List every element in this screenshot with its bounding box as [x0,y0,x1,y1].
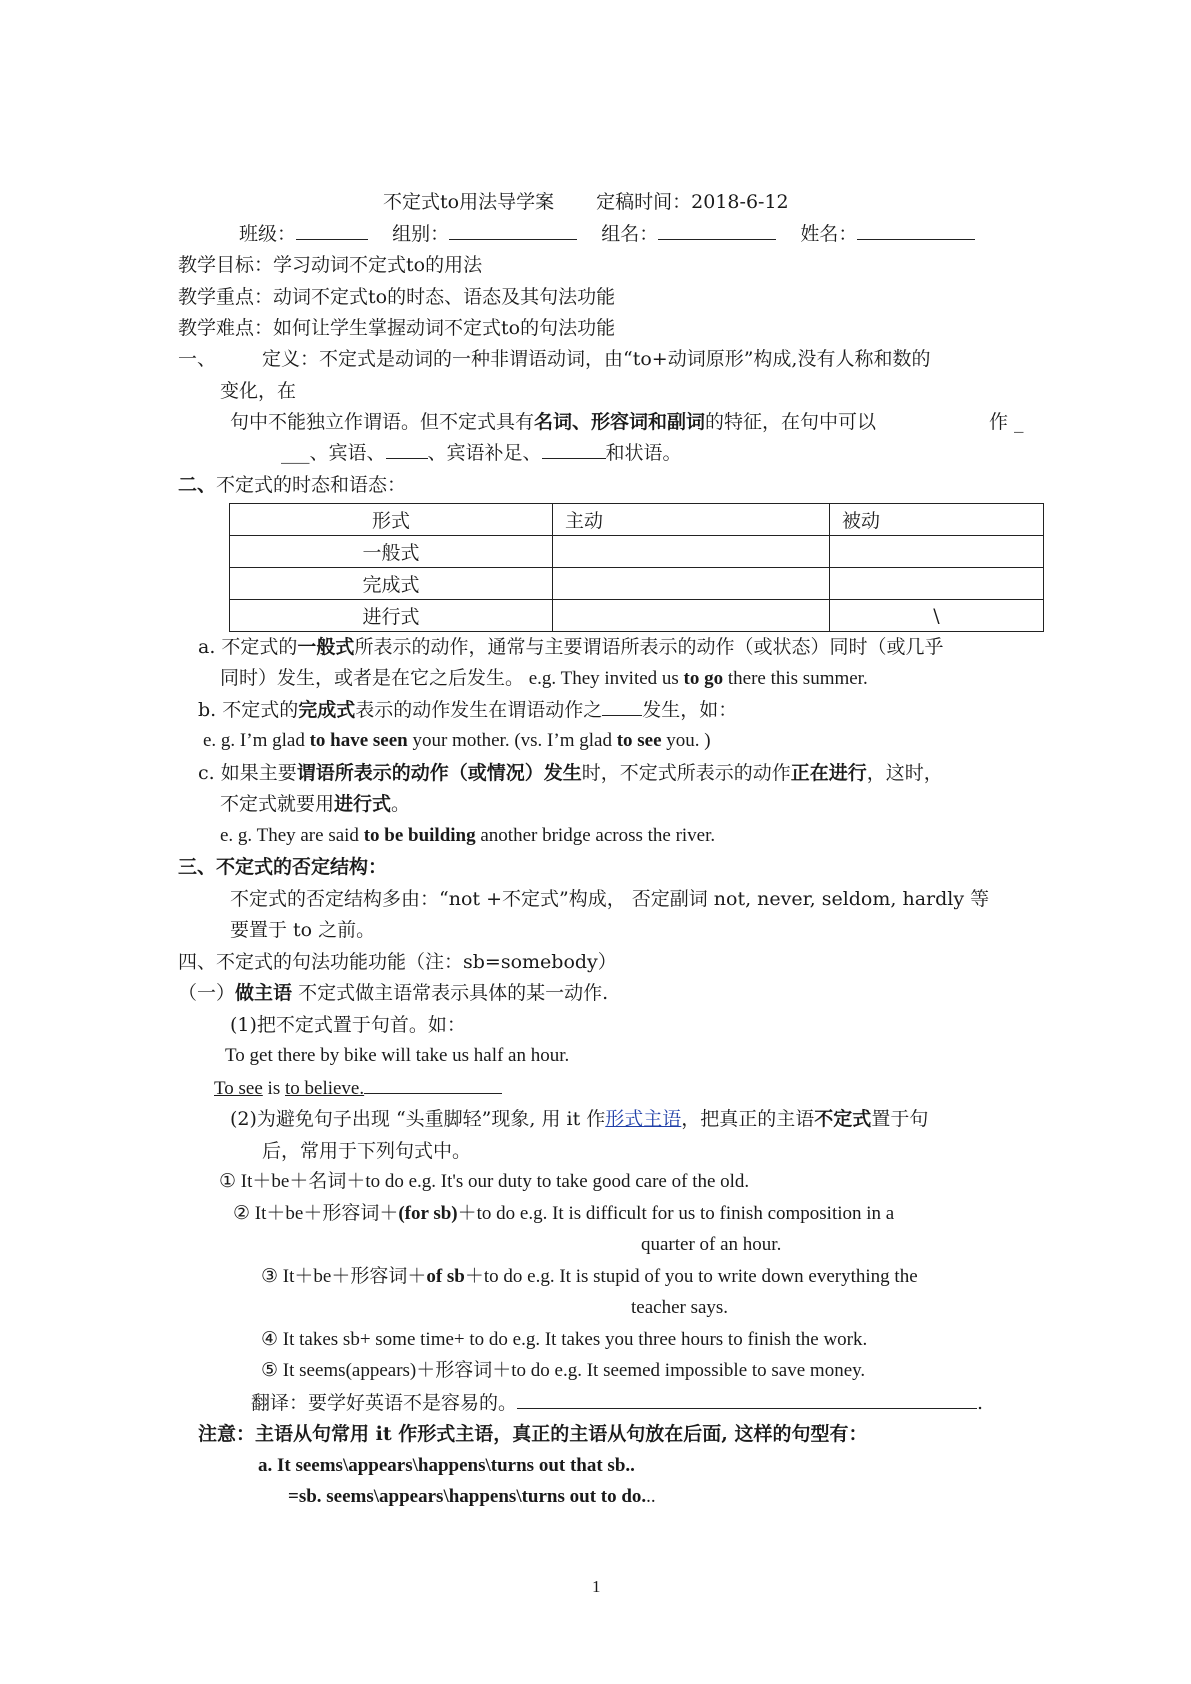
sec1-line4-text: ___、宾语、 [281,442,386,464]
text: ③ It＋be＋形容词＋ [261,1266,427,1287]
text: 置于句 [871,1108,929,1130]
sec1-line3 [230,409,876,435]
page-number: 1 [592,1577,601,1596]
bold-text: to be building [363,825,476,846]
doc-date: 定稿时间：2018-6-12 [596,191,789,213]
pattern-2-cont: quarter of an hour. [641,1234,782,1255]
bold-text: to see [616,730,662,751]
sec2-heading [178,472,406,498]
sec1-line4 [281,440,682,466]
bold-text: (for sb) [398,1203,458,1224]
sec1-line1: 定义：不定式是动词的一种非谓语动词，由“to+动词原形”构成,没有人称和数的 [262,348,931,370]
text: 发生，如： [642,699,738,721]
text: 不定式做主语常表示具体的某一动作. [292,982,609,1004]
sec1-blank-3[interactable] [542,440,606,459]
sec1-blank-2[interactable] [386,440,428,459]
name-label: 姓名： [800,223,858,245]
sec4-ex2 [214,1075,502,1102]
bold-text: 谓语所表示的动作（或情况）发生 [296,762,582,784]
sec1-line4-text2: 、宾语补足、 [427,442,542,464]
translation-line [251,1390,983,1416]
sec3-line1: 不定式的否定结构多由：“not +不定式”构成， 否定副词 not, never, seldom, hardly 等 [230,888,990,910]
text: ＋to do e.g. It is difficult for us to finish composition in a [457,1203,895,1224]
sec1-line2: 变化，在 [220,380,297,402]
text: e. g. They are said [220,825,364,846]
sec2-number: 二、 [178,474,217,496]
sec4-p2 [230,1106,928,1132]
sec3-title [178,854,387,880]
bold-text: 做主语 [235,982,293,1004]
table-cell: 一般式 [230,536,553,568]
sec1-line3-end: 作 _ [989,411,1024,433]
sec4-title: 四、不定式的句法功能功能（注：sb=somebody） [178,951,617,973]
table-header-row [230,504,1044,536]
text: there this summer. [723,668,868,689]
table-header-cell: 主动 [553,504,830,536]
underlined-text: to believe. [284,1078,365,1099]
sec3-title-text: 三、不定式的否定结构： [178,856,388,878]
sec2-a-line1 [198,634,943,660]
note-b [288,1484,656,1510]
name-blank[interactable] [857,221,975,240]
sec4-ex1: To get there by bike will take us half an hour. [225,1045,570,1066]
text: another bridge across the river. [475,825,716,846]
pattern-1: ① It＋be＋名词＋to do e.g. It's our duty to take good care of the old. [219,1171,750,1192]
underlined-text: To see [214,1078,263,1099]
bold-text: 进行式 [334,793,392,815]
text: ，这时， [866,762,943,784]
tense-voice-table [229,503,1044,632]
table-cell[interactable] [830,568,1044,600]
teaching-difficulty: 教学难点：如何让学生掌握动词不定式to的句法功能 [178,317,616,339]
table-cell: 完成式 [230,568,553,600]
text: ＋to do e.g. It is stupid of you to write down everything the [464,1266,918,1287]
table-row [230,536,1044,568]
pattern-5: ⑤ It seems(appears)＋形容词＋to do e.g. It seemed impossible to save money. [261,1360,866,1381]
team-label: 组名： [601,223,659,245]
doc-title-line [383,189,789,215]
text: c. 如果主要 [198,762,297,784]
table-row [230,568,1044,600]
sec2-c-line2 [220,791,410,817]
table-header-cell: 被动 [830,504,1044,536]
translation-blank[interactable] [517,1390,977,1409]
text: 表示的动作发生在谓语动作之 [355,699,603,721]
sec4-p2-cont: 后，常用于下列句式中。 [262,1140,472,1162]
table-cell[interactable] [553,536,830,568]
text: （一） [178,982,236,1004]
note-text: 注意：主语从句常用 it 作形式主语，真正的主语从句放在后面, 这样的句型有： [198,1423,868,1445]
sec2-b-blank[interactable] [602,697,642,716]
table-cell[interactable] [553,600,830,632]
text: (2)为避免句子出现 “头重脚轻”现象, 用 it 作 [230,1108,606,1130]
text: b. 不定式的 [198,699,299,721]
table-row [230,600,1044,632]
sec3-line2: 要置于 to 之前。 [230,919,376,941]
sec1-number: 一、 [178,348,217,370]
text: 时，不定式所表示的动作 [581,762,791,784]
sec4-p1: (1)把不定式置于句首。如： [230,1014,466,1036]
text: your mother. (vs. I’m glad [407,730,617,751]
table-cell[interactable] [830,536,1044,568]
info-line [239,221,975,247]
bold-text: 一般式 [297,636,355,658]
text: ，把真正的主语 [681,1108,815,1130]
team-blank[interactable] [658,221,776,240]
text: 不定式就要用 [220,793,335,815]
text: e. g. I’m glad [203,730,310,751]
sec2-b-line1 [198,697,737,723]
teaching-aim: 教学目标：学习动词不定式to的用法 [178,254,483,276]
pattern-3 [261,1264,918,1290]
bold-text: 完成式 [298,699,356,721]
pattern-4: ④ It takes sb+ some time+ to do e.g. It takes you three hours to finish the work. [261,1329,868,1350]
sec1-line3-text: 句中不能独立作谓语。但不定式具有 [230,411,535,433]
note-b-text: =sb. seems\appears\happens\turns out to do. [288,1486,647,1507]
text: ② It＋be＋形容词＋ [233,1203,399,1224]
sec2-title: 不定式的时态和语态： [216,474,407,496]
sec4-sub1 [178,980,608,1006]
text: 同时）发生，或者是在它之后发生。 e.g. They invited us [220,668,684,689]
bold-text: 正在进行 [790,762,867,784]
text: 所表示的动作，通常与主要谓语所表示的动作（或状态）同时（或几乎 [354,636,944,658]
sec2-a-line2 [220,666,868,692]
bold-text: to go [683,668,724,689]
pattern-3-cont: teacher says. [631,1297,729,1318]
table-cell: \ [830,600,1044,632]
note-line [198,1421,867,1447]
ex2-underline [364,1075,502,1094]
text: .. [646,1486,656,1507]
table-header-cell: 形式 [230,504,553,536]
group-label: 组别： [392,223,450,245]
bold-text: 不定式 [814,1108,872,1130]
bold-text: to have seen [309,730,408,751]
text: 。 [391,793,411,815]
sec1-line4-text3: 和状语。 [605,442,682,464]
formal-subject-link[interactable]: 形式主语 [605,1108,682,1130]
sec2-c-line3 [220,823,715,849]
note-a [258,1453,635,1479]
text: you. ) [661,730,711,751]
sec1-line3-text2: 的特征，在句中可以 [705,411,877,433]
sec2-b-line2 [203,728,711,754]
sec1-line3-bold: 名词、形容词和副词 [534,411,706,433]
text: is [262,1078,285,1099]
teaching-key: 教学重点：动词不定式to的时态、语态及其句法功能 [178,286,616,308]
note-a-text: a. It seems\appears\happens\turns out that sb.. [258,1455,635,1476]
translation-prompt: 翻译：要学好英语不是容易的。 [251,1392,518,1414]
table-cell[interactable] [553,568,830,600]
class-label: 班级： [239,223,297,245]
table-cell: 进行式 [230,600,553,632]
bold-text: of sb [426,1266,465,1287]
sec2-c-line1 [198,760,943,786]
pattern-2 [233,1201,894,1227]
doc-title: 不定式to用法导学案 [383,191,555,213]
group-blank[interactable] [449,221,577,240]
text: a. 不定式的 [198,636,298,658]
text: . [977,1392,984,1414]
class-blank[interactable] [296,221,368,240]
